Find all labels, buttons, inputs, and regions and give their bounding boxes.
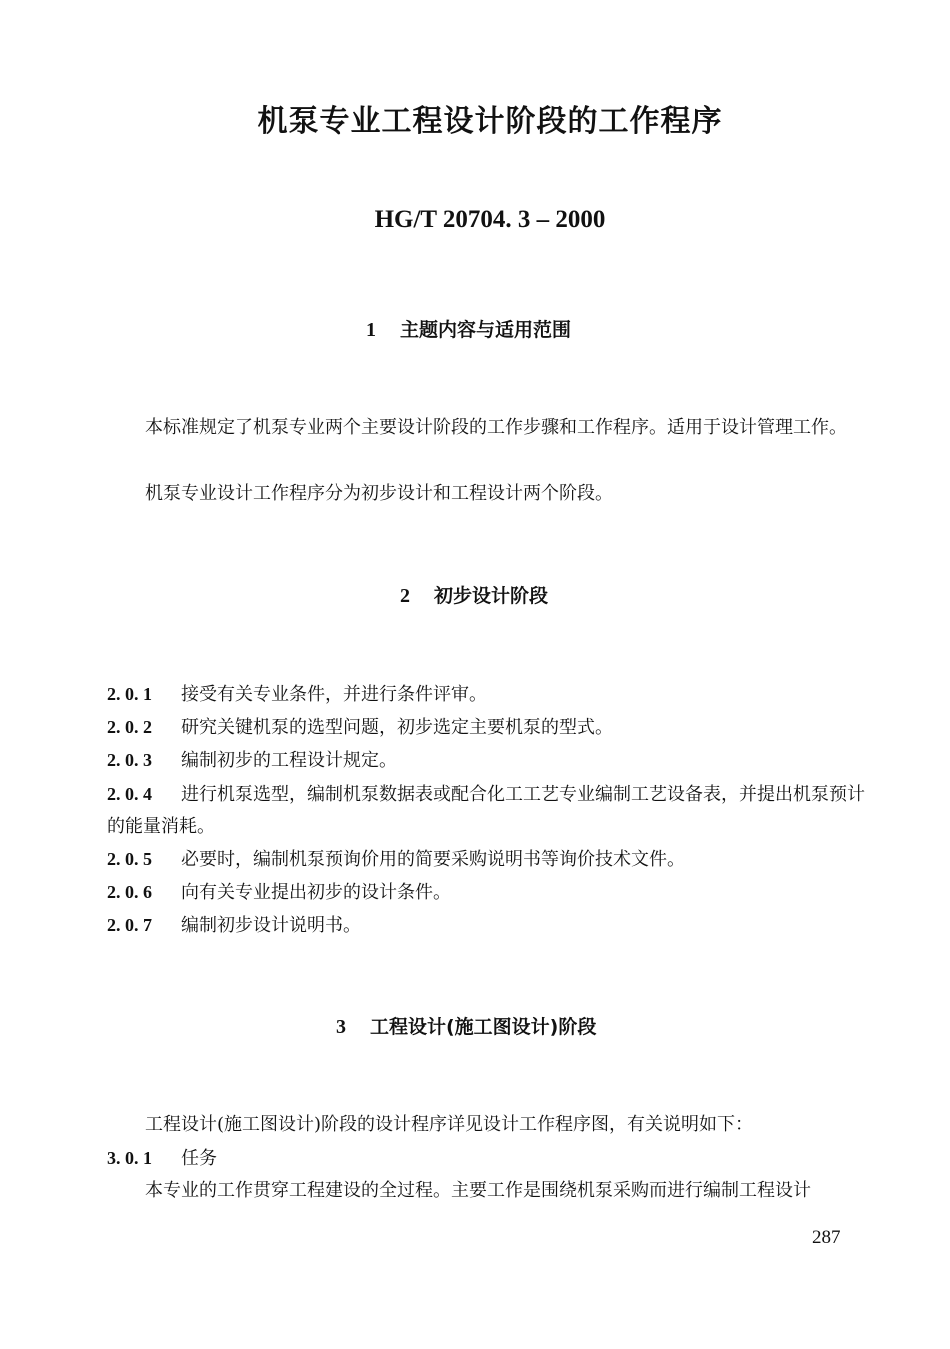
page-number: 287 [812, 1227, 841, 1248]
section-1-heading [366, 315, 571, 342]
clause-text: 向有关专业提出初步的设计条件。 [181, 882, 451, 903]
section-1-title: 主题内容与适用范围 [400, 319, 572, 341]
clause-item [107, 711, 882, 744]
clause-number: 2. 0. 4 [107, 784, 152, 804]
document-title: 机泵专业工程设计阶段的工作程序 [257, 104, 723, 139]
standard-code: HG/T 20704. 3 – 2000 [374, 206, 606, 233]
clause-text: 研究关键机泵的选型问题，初步选定主要机泵的型式。 [181, 717, 613, 738]
clause-item [107, 1142, 882, 1175]
section-1-paragraph-2: 机泵专业设计工作程序分为初步设计和工程设计两个阶段。 [145, 483, 613, 504]
clause-text: 必要时，编制机泵预询价用的简要采购说明书等询价技术文件。 [181, 849, 685, 870]
clause-number: 3. 0. 1 [107, 1148, 152, 1168]
clause-text: 进行机泵选型，编制机泵数据表或配合化工工艺专业编制工艺设备表，并提出机泵预计的能量消耗。 [107, 784, 865, 837]
section-2-title: 初步设计阶段 [434, 585, 549, 607]
clause-item [107, 876, 882, 909]
clause-text: 编制初步设计说明书。 [181, 915, 361, 936]
section-3-paragraph: 本专业的工作贯穿工程建设的全过程。主要工作是围绕机泵采购而进行编制工程设计 [145, 1180, 811, 1201]
clause-text: 任务 [181, 1148, 217, 1169]
clause-text: 接受有关专业条件，并进行条件评审。 [181, 684, 487, 705]
section-2-number: 2 [400, 585, 410, 607]
clause-number: 2. 0. 5 [107, 849, 152, 869]
section-1-number: 1 [366, 319, 376, 341]
section-3-title: 工程设计(施工图设计)阶段 [370, 1016, 597, 1038]
section-2-heading [400, 581, 548, 608]
clause-number: 2. 0. 2 [107, 717, 152, 737]
clause-item [107, 744, 882, 777]
clause-item [107, 678, 882, 711]
clause-number: 2. 0. 3 [107, 750, 152, 770]
clause-number: 2. 0. 6 [107, 882, 152, 902]
clause-text: 编制初步的工程设计规定。 [181, 750, 397, 771]
clause-item [107, 843, 882, 876]
section-3-intro: 工程设计(施工图设计)阶段的设计程序详见设计工作程序图，有关说明如下： [145, 1114, 754, 1135]
section-1-paragraph-1: 本标准规定了机泵专业两个主要设计阶段的工作步骤和工作程序。适用于设计管理工作。 [145, 417, 847, 438]
section-3-number: 3 [336, 1016, 346, 1038]
clause-number: 2. 0. 1 [107, 684, 152, 704]
clause-item [107, 909, 882, 942]
clause-item [107, 778, 882, 843]
clause-number: 2. 0. 7 [107, 915, 152, 935]
section-3-heading [336, 1012, 596, 1039]
